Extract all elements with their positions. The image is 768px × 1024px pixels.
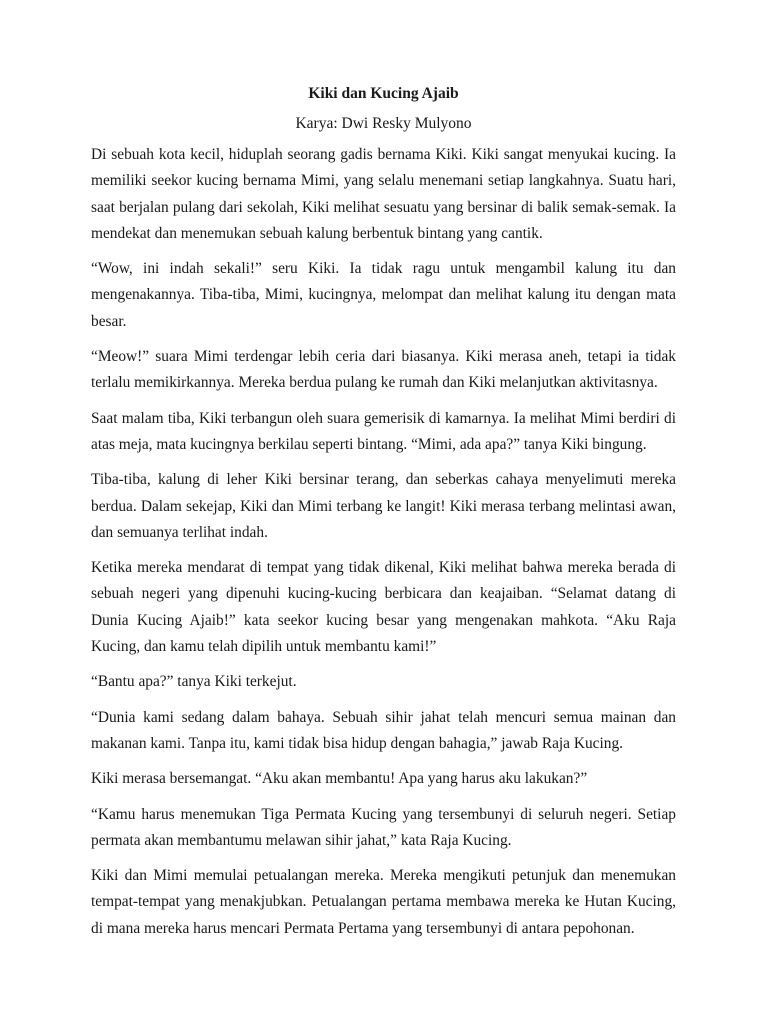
paragraph: Tiba-tiba, kalung di leher Kiki bersinar terang, dan seberkas cahaya menyelimuti mereka berdua. Dalam sekejap, Kiki dan Mimi terbang ke langit! Kiki merasa terbang melintasi awan, dan semuanya terlihat indah.: [91, 471, 676, 541]
paragraph: “Wow, ini indah sekali!” seru Kiki. Ia tidak ragu untuk mengambil kalung itu dan mengenakannya. Tiba-tiba, Mimi, kucingnya, melompat dan melihat kalung itu dengan mata besar.: [91, 260, 676, 330]
paragraph: “Dunia kami sedang dalam bahaya. Sebuah sihir jahat telah mencuri semua mainan dan makanan kami. Tanpa itu, kami tidak bisa hidup dengan bahagia,” jawab Raja Kucing.: [91, 708, 676, 752]
document-author: Karya: Dwi Resky Mulyono: [295, 115, 472, 132]
paragraph: Saat malam tiba, Kiki terbangun oleh suara gemerisik di kamarnya. Ia melihat Mimi berdiri di atas meja, mata kucingnya berkilau seperti bintang. “Mimi, ada apa?” tanya Kiki bingung.: [91, 409, 676, 453]
paragraph: Kiki merasa bersemangat. “Aku akan membantu! Apa yang harus aku lakukan?”: [91, 770, 588, 788]
paragraph: “Kamu harus menemukan Tiga Permata Kucing yang tersembunyi di seluruh negeri. Setiap permata akan membantumu melawan sihir jahat,” kata Raja Kucing.: [91, 805, 676, 849]
paragraph: Di sebuah kota kecil, hiduplah seorang gadis bernama Kiki. Kiki sangat menyukai kucing. Ia memiliki seekor kucing bernama Mimi, yang selalu menemani setiap langkahnya. Suatu hari, saat berjalan pulang dari sekolah, Kiki melihat sesuatu yang bersinar di balik semak-semak. Ia mendekat dan menemukan sebuah kalung berbentuk bintang yang cantik.: [91, 146, 676, 242]
paragraph: Kiki dan Mimi memulai petualangan mereka. Mereka mengikuti petunjuk dan menemukan tempat-tempat yang menakjubkan. Petualangan pertama membawa mereka ke Hutan Kucing, di mana mereka harus mencari Permata Pertama yang tersembunyi di antara pepohonan.: [91, 867, 676, 937]
paragraph: “Meow!” suara Mimi terdengar lebih ceria dari biasanya. Kiki merasa aneh, tetapi ia tidak terlalu memikirkannya. Mereka berdua pulang ke rumah dan Kiki melanjutkan aktivitasnya.: [91, 348, 676, 392]
document-title: Kiki dan Kucing Ajaib: [308, 85, 459, 102]
paragraph: Ketika mereka mendarat di tempat yang tidak dikenal, Kiki melihat bahwa mereka berada di sebuah negeri yang dipenuhi kucing-kucing berbicara dan keajaiban. “Selamat datang di Dunia Kucing Ajaib!” kata seekor kucing besar yang mengenakan mahkota. “Aku Raja Kucing, dan kamu telah dipilih untuk membantu kami!”: [91, 559, 676, 656]
document-page: [91, 84, 676, 951]
paragraph: “Bantu apa?” tanya Kiki terkejut.: [91, 673, 297, 691]
